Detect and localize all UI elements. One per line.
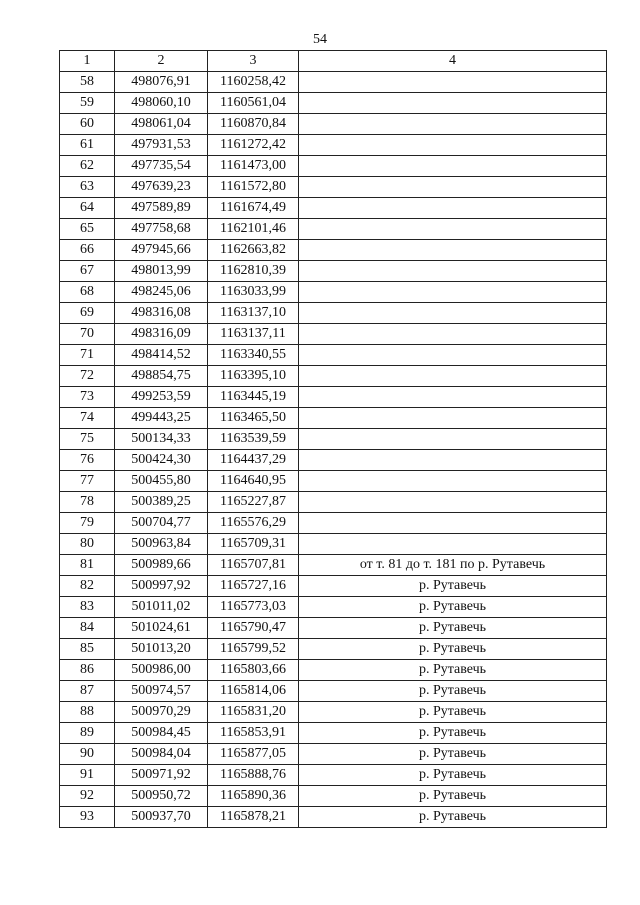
cell-y: 1165709,31	[208, 534, 299, 555]
cell-point-number: 66	[60, 240, 115, 261]
cell-description	[299, 534, 607, 555]
table-row	[60, 324, 607, 345]
cell-description: р. Рутавечь	[299, 639, 607, 660]
cell-y: 1161473,00	[208, 156, 299, 177]
cell-point-number: 71	[60, 345, 115, 366]
cell-description	[299, 261, 607, 282]
cell-x: 497639,23	[115, 177, 208, 198]
cell-description: р. Рутавечь	[299, 786, 607, 807]
cell-description	[299, 240, 607, 261]
cell-x: 500134,33	[115, 429, 208, 450]
cell-description	[299, 114, 607, 135]
cell-y: 1165878,21	[208, 807, 299, 828]
cell-x: 500986,00	[115, 660, 208, 681]
header-cell-x: 2	[115, 51, 208, 72]
cell-x: 498076,91	[115, 72, 208, 93]
cell-x: 499443,25	[115, 408, 208, 429]
cell-description: р. Рутавечь	[299, 723, 607, 744]
cell-point-number: 79	[60, 513, 115, 534]
cell-y: 1161674,49	[208, 198, 299, 219]
cell-x: 498013,99	[115, 261, 208, 282]
cell-description: р. Рутавечь	[299, 744, 607, 765]
cell-x: 498060,10	[115, 93, 208, 114]
cell-point-number: 88	[60, 702, 115, 723]
cell-point-number: 68	[60, 282, 115, 303]
cell-x: 500989,66	[115, 555, 208, 576]
cell-point-number: 58	[60, 72, 115, 93]
table-row	[60, 177, 607, 198]
table-row	[60, 555, 607, 576]
cell-y: 1165707,81	[208, 555, 299, 576]
cell-point-number: 93	[60, 807, 115, 828]
cell-description: р. Рутавечь	[299, 618, 607, 639]
table-row	[60, 597, 607, 618]
cell-x: 498061,04	[115, 114, 208, 135]
cell-description: р. Рутавечь	[299, 576, 607, 597]
cell-x: 498316,08	[115, 303, 208, 324]
table-row	[60, 282, 607, 303]
cell-y: 1162663,82	[208, 240, 299, 261]
cell-y: 1165227,87	[208, 492, 299, 513]
cell-description	[299, 93, 607, 114]
cell-description	[299, 177, 607, 198]
cell-description	[299, 219, 607, 240]
cell-point-number: 70	[60, 324, 115, 345]
cell-y: 1165803,66	[208, 660, 299, 681]
cell-point-number: 64	[60, 198, 115, 219]
cell-point-number: 73	[60, 387, 115, 408]
cell-x: 498245,06	[115, 282, 208, 303]
cell-y: 1165890,36	[208, 786, 299, 807]
cell-description: р. Рутавечь	[299, 681, 607, 702]
cell-x: 501013,20	[115, 639, 208, 660]
cell-point-number: 60	[60, 114, 115, 135]
cell-y: 1162101,46	[208, 219, 299, 240]
header-cell-y: 3	[208, 51, 299, 72]
table-row	[60, 681, 607, 702]
table-row	[60, 807, 607, 828]
cell-x: 500963,84	[115, 534, 208, 555]
cell-description: от т. 81 до т. 181 по р. Рутавечь	[299, 555, 607, 576]
header-cell-description: 4	[299, 51, 607, 72]
cell-y: 1163395,10	[208, 366, 299, 387]
cell-y: 1165773,03	[208, 597, 299, 618]
cell-x: 501011,02	[115, 597, 208, 618]
cell-point-number: 61	[60, 135, 115, 156]
cell-x: 500984,45	[115, 723, 208, 744]
table-row	[60, 387, 607, 408]
cell-description	[299, 135, 607, 156]
cell-y: 1165799,52	[208, 639, 299, 660]
cell-point-number: 82	[60, 576, 115, 597]
cell-x: 500971,92	[115, 765, 208, 786]
cell-y: 1164640,95	[208, 471, 299, 492]
cell-point-number: 78	[60, 492, 115, 513]
table-row	[60, 72, 607, 93]
cell-point-number: 67	[60, 261, 115, 282]
table-row	[60, 408, 607, 429]
table-row	[60, 513, 607, 534]
table-row	[60, 576, 607, 597]
cell-description: р. Рутавечь	[299, 702, 607, 723]
cell-y: 1163445,19	[208, 387, 299, 408]
cell-y: 1165576,29	[208, 513, 299, 534]
cell-point-number: 81	[60, 555, 115, 576]
cell-description	[299, 492, 607, 513]
table-row	[60, 345, 607, 366]
cell-y: 1165727,16	[208, 576, 299, 597]
cell-point-number: 89	[60, 723, 115, 744]
cell-point-number: 75	[60, 429, 115, 450]
table-row	[60, 303, 607, 324]
cell-x: 499253,59	[115, 387, 208, 408]
table-row	[60, 366, 607, 387]
cell-x: 501024,61	[115, 618, 208, 639]
cell-point-number: 83	[60, 597, 115, 618]
cell-y: 1161572,80	[208, 177, 299, 198]
cell-x: 500704,77	[115, 513, 208, 534]
cell-x: 498414,52	[115, 345, 208, 366]
cell-x: 500937,70	[115, 807, 208, 828]
cell-point-number: 91	[60, 765, 115, 786]
cell-x: 497735,54	[115, 156, 208, 177]
cell-y: 1165853,91	[208, 723, 299, 744]
cell-description	[299, 450, 607, 471]
cell-point-number: 74	[60, 408, 115, 429]
table-row	[60, 765, 607, 786]
cell-y: 1160561,04	[208, 93, 299, 114]
table-row	[60, 618, 607, 639]
cell-y: 1163539,59	[208, 429, 299, 450]
cell-point-number: 87	[60, 681, 115, 702]
cell-y: 1163033,99	[208, 282, 299, 303]
cell-y: 1165814,06	[208, 681, 299, 702]
table-header-row	[60, 51, 607, 72]
cell-point-number: 86	[60, 660, 115, 681]
cell-y: 1163137,11	[208, 324, 299, 345]
cell-point-number: 62	[60, 156, 115, 177]
table-row	[60, 261, 607, 282]
cell-description	[299, 345, 607, 366]
cell-x: 500950,72	[115, 786, 208, 807]
table-row	[60, 240, 607, 261]
table-row	[60, 429, 607, 450]
cell-y: 1165877,05	[208, 744, 299, 765]
cell-description: р. Рутавечь	[299, 765, 607, 786]
cell-description	[299, 72, 607, 93]
cell-description: р. Рутавечь	[299, 597, 607, 618]
cell-description	[299, 408, 607, 429]
cell-description	[299, 513, 607, 534]
cell-x: 500997,92	[115, 576, 208, 597]
cell-x: 497758,68	[115, 219, 208, 240]
cell-description	[299, 387, 607, 408]
cell-y: 1165790,47	[208, 618, 299, 639]
cell-point-number: 77	[60, 471, 115, 492]
cell-y: 1165831,20	[208, 702, 299, 723]
cell-point-number: 84	[60, 618, 115, 639]
table-row	[60, 786, 607, 807]
table-row	[60, 114, 607, 135]
header-cell-point-number: 1	[60, 51, 115, 72]
table-row	[60, 450, 607, 471]
cell-y: 1164437,29	[208, 450, 299, 471]
cell-y: 1161272,42	[208, 135, 299, 156]
cell-point-number: 90	[60, 744, 115, 765]
cell-y: 1160258,42	[208, 72, 299, 93]
cell-description	[299, 471, 607, 492]
cell-x: 500389,25	[115, 492, 208, 513]
table-row	[60, 156, 607, 177]
table-row	[60, 219, 607, 240]
coordinates-table	[59, 50, 607, 828]
table-row	[60, 744, 607, 765]
table-row	[60, 492, 607, 513]
cell-x: 497589,89	[115, 198, 208, 219]
table-body	[60, 72, 607, 828]
cell-description: р. Рутавечь	[299, 807, 607, 828]
cell-x: 498316,09	[115, 324, 208, 345]
cell-x: 498854,75	[115, 366, 208, 387]
cell-point-number: 69	[60, 303, 115, 324]
cell-description	[299, 324, 607, 345]
cell-y: 1160870,84	[208, 114, 299, 135]
cell-x: 500970,29	[115, 702, 208, 723]
table-row	[60, 660, 607, 681]
cell-point-number: 76	[60, 450, 115, 471]
cell-point-number: 92	[60, 786, 115, 807]
cell-description	[299, 156, 607, 177]
cell-point-number: 80	[60, 534, 115, 555]
cell-y: 1165888,76	[208, 765, 299, 786]
cell-x: 500424,30	[115, 450, 208, 471]
cell-x: 500984,04	[115, 744, 208, 765]
cell-point-number: 72	[60, 366, 115, 387]
table-row	[60, 471, 607, 492]
cell-point-number: 85	[60, 639, 115, 660]
cell-description: р. Рутавечь	[299, 660, 607, 681]
cell-description	[299, 303, 607, 324]
cell-x: 497945,66	[115, 240, 208, 261]
cell-x: 500974,57	[115, 681, 208, 702]
cell-description	[299, 366, 607, 387]
table-row	[60, 723, 607, 744]
cell-x: 500455,80	[115, 471, 208, 492]
cell-y: 1163465,50	[208, 408, 299, 429]
cell-x: 497931,53	[115, 135, 208, 156]
cell-point-number: 65	[60, 219, 115, 240]
cell-y: 1163137,10	[208, 303, 299, 324]
table-row	[60, 534, 607, 555]
table-row	[60, 702, 607, 723]
table-row	[60, 135, 607, 156]
cell-point-number: 59	[60, 93, 115, 114]
cell-description	[299, 282, 607, 303]
table-row	[60, 93, 607, 114]
page-number: 54	[313, 32, 327, 47]
cell-description	[299, 429, 607, 450]
cell-y: 1163340,55	[208, 345, 299, 366]
table-row	[60, 639, 607, 660]
cell-description	[299, 198, 607, 219]
cell-y: 1162810,39	[208, 261, 299, 282]
cell-point-number: 63	[60, 177, 115, 198]
table-row	[60, 198, 607, 219]
